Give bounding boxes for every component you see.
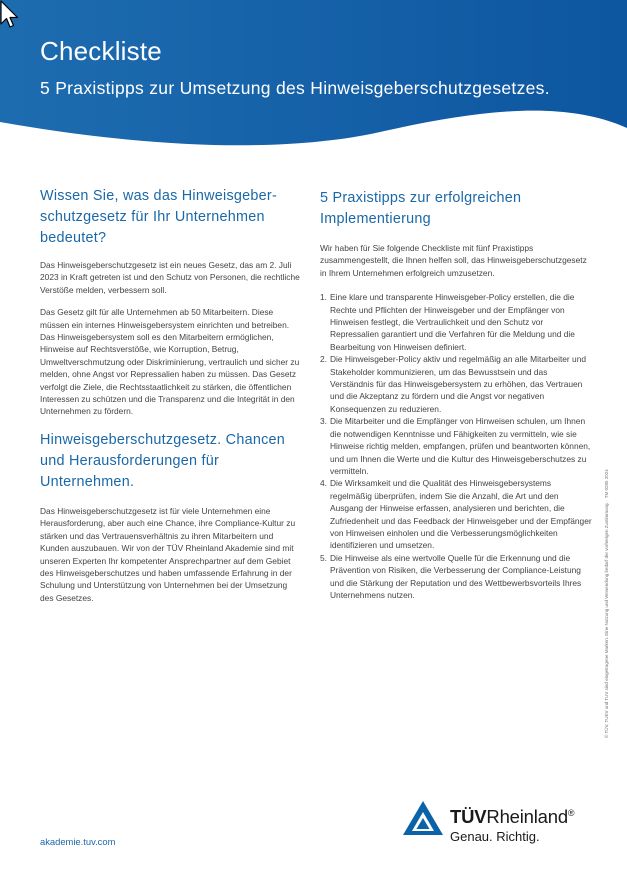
left-column xyxy=(40,186,302,604)
legal-notice: © TÜV, TUEV und TUV sind eingetragene Marken. Eine Nutzung und Verwendung bedarf der vorherigen Zustimmung. · TM 0285 2024 xyxy=(604,469,609,738)
list-item xyxy=(320,353,592,415)
list-item-number: 2. xyxy=(320,354,327,365)
list-item-number: 4. xyxy=(320,478,327,489)
list-item-text: Die Hinweise als eine wertvolle Quelle für die Erkennung und die Prävention von Risiken, die Verbesserung der Compliance-Leistung und die Stärkung der Reputation und des Wettbewerbsvorteils Ihres Unternehmens nutzen. xyxy=(330,552,582,600)
right-column xyxy=(320,186,592,601)
tips-list xyxy=(320,291,592,601)
brand-name-rest: Rheinland xyxy=(486,806,568,827)
list-item-number: 1. xyxy=(320,292,327,303)
list-item-number: 3. xyxy=(320,416,327,427)
brand-registered-mark: ® xyxy=(567,807,575,818)
list-item-number: 5. xyxy=(320,552,327,563)
page-title: Checkliste xyxy=(40,36,162,66)
tuv-rheinland-logo xyxy=(402,796,602,856)
paragraph-law-scope: Das Gesetz gilt für alle Unternehmen ab 50 Mitarbeitern. Diese müssen ein internes Hinweisgebersystem einrichten und betreiben. Das Hinweisgebersystem soll es den Mitarbeitern ermöglichen, Hinweise auf Rechtsverstöße, wie Korruption, Betrug, Umweltverschmutzung oder Diskriminierung, vertraulich und sicher zu melden, ohne Angst vor Repressalien haben zu müssen. Das Gesetz verfolgt die Ziele, die Rechtsstaatlichkeit zu stärken, die öffentlichen Interessen zu schützen und die Transparenz und die Integrität in den Unternehmen zu fördern. xyxy=(40,307,300,417)
paragraph-law-intro: Das Hinweisgeberschutzgesetz ist ein neues Gesetz, das am 2. Juli 2023 in Kraft getreten ist und den Schutz von Personen, die rechtliche Verstöße melden, verbessern soll. xyxy=(40,260,300,295)
tuv-triangle-logo-icon xyxy=(402,800,444,836)
paragraph-tips-intro: Wir haben für Sie folgende Checkliste mit fünf Praxistipps zusammengestellt, die Ihnen helfen soll, das Hinweisgeberschutzgesetz in Ihrem Unternehmen erfolgreich umzusetzen. xyxy=(320,243,587,278)
section-heading-tips: 5 Praxistipps zur erfolgreichen Implementierung xyxy=(320,190,522,227)
brand-name xyxy=(450,806,574,828)
list-item xyxy=(320,477,592,551)
cursor-icon xyxy=(0,0,20,30)
header-banner xyxy=(0,0,627,165)
brand-tagline: Genau. Richtig. xyxy=(450,829,540,844)
list-item xyxy=(320,552,592,602)
list-item-text: Die Hinweisgeber-Policy aktiv und regelmäßig an alle Mitarbeiter und Stakeholder kommunizieren, um das Bewusstsein und das Verständnis für das Hinweisgebersystem zu erhöhen, das Vertrauen und die Akzeptanz zu fördern und die Angst vor negativen Konsequenzen zu reduzieren. xyxy=(330,354,587,414)
list-item-text: Die Wirksamkeit und die Qualität des Hinweisgebersystems regelmäßig überprüfen, indem Sie die Anzahl, die Art und den Ausgang der Hinweise erfassen, analysieren und berichten, die Zufriedenheit und das Feedback der Hinweisgeber und der Empfänger von Hinweisen einholen und die Verbesserungsmöglichkeiten identifizieren und umsetzen. xyxy=(330,478,592,551)
list-item-text: Eine klare und transparente Hinweisgeber-Policy erstellen, die die Rechte und Pflichten der Hinweisgeber und der Empfänger von Hinweisen festlegt, die Vertraulichkeit und den Schutz vor Repressalien garantiert und die Verfahren für die Meldung und die Bearbeitung von Hinweisen definiert. xyxy=(330,292,575,352)
brand-name-bold: TÜV xyxy=(450,806,487,827)
page-subtitle: 5 Praxistipps zur Umsetzung des Hinweisgeberschutzgesetzes. xyxy=(40,78,550,98)
list-item xyxy=(320,291,592,353)
section-heading-law-meaning: Wissen Sie, was das Hinweisgeber-schutzgesetz für Ihr Unternehmen bedeutet? xyxy=(40,188,277,246)
website-link[interactable]: akademie.tuv.com xyxy=(40,836,116,847)
list-item xyxy=(320,415,592,477)
section-heading-opportunities: Hinweisgeberschutzgesetz. Chancen und Herausforderungen für Unternehmen. xyxy=(40,431,286,490)
paragraph-opportunities: Das Hinweisgeberschutzgesetz ist für viele Unternehmen eine Herausforderung, aber auch eine Chance, ihre Compliance-Kultur zu stärken und das Vertrauensverhältnis zu ihren Mitarbeitern und Kunden auszubauen. Wir von der TÜV Rheinland Akademie sind mit unseren Experten Ihr kompetenter Ansprechpartner auf dem Gebiet des Hinweisgeberschutzes und haben umfassende Erfahrung in der Schulung und Unterstützung von Unternehmen bei der Umsetzung des Gesetzes. xyxy=(40,505,296,603)
list-item-text: Die Mitarbeiter und die Empfänger von Hinweisen schulen, um Ihnen die notwendigen Kenntnisse und Fähigkeiten zu vermitteln, wie sie Hinweise richtig melden, empfangen, prüfen und beantworten können, und um Ihnen die Werte und die Kultur des Hinweisgeberschutzes zu vermitteln. xyxy=(330,416,591,476)
